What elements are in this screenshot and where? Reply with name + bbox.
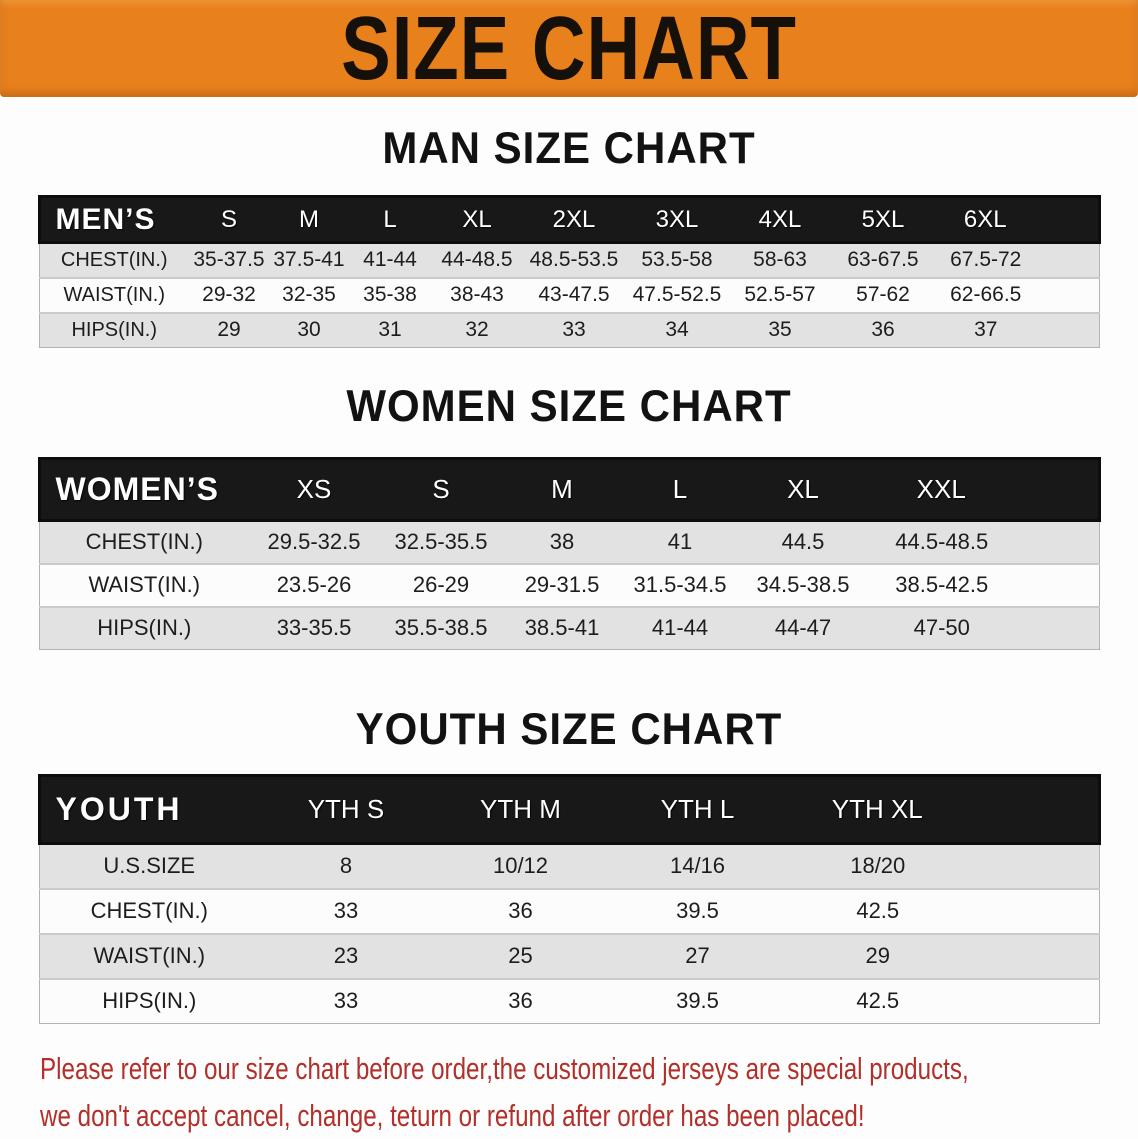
row-label: WAIST(IN.) <box>93 943 206 968</box>
data-cell: 38.5-42.5 <box>895 572 989 597</box>
data-cell: 42.5 <box>856 898 900 923</box>
data-cell: 32 <box>465 318 489 342</box>
row-label: HIPS(IN.) <box>97 615 192 641</box>
youth-section-title: YOUTH SIZE CHART <box>355 703 783 754</box>
women-size-xxl: XXL <box>916 474 966 504</box>
data-cell: 47.5-52.5 <box>632 283 722 306</box>
data-cell: 29-32 <box>202 283 256 306</box>
data-cell: 18/20 <box>850 853 906 879</box>
data-cell: 37 <box>974 318 998 342</box>
men-size-2xl: 2XL <box>552 205 596 233</box>
data-cell: 29 <box>865 943 890 968</box>
disclaimer-line-1: Please refer to our size chart before order,the customized jerseys are special products, <box>40 1051 969 1086</box>
men-size-m: M <box>299 205 319 233</box>
row-label: HIPS(IN.) <box>102 988 197 1014</box>
data-cell: 35-38 <box>363 283 417 306</box>
women-chest-row <box>39 521 1099 564</box>
data-cell: 14/16 <box>669 853 726 879</box>
men-section-title: MAN SIZE CHART <box>382 122 756 173</box>
data-cell: 33 <box>333 898 359 923</box>
row-label: WAIST(IN.) <box>88 572 201 597</box>
data-cell: 36 <box>508 898 533 923</box>
data-cell: 38-43 <box>450 283 504 306</box>
data-cell: 53.5-58 <box>641 248 713 272</box>
data-cell: 27 <box>685 943 710 968</box>
data-cell: 44-48.5 <box>441 248 513 272</box>
data-cell: 34 <box>665 318 689 342</box>
men-size-3xl: 3XL <box>655 205 699 233</box>
data-cell: 35-37.5 <box>193 248 265 272</box>
data-cell: 38.5-41 <box>524 615 600 641</box>
data-cell: 25 <box>508 943 533 968</box>
data-cell: 48.5-53.5 <box>529 248 619 272</box>
data-cell: 23 <box>333 943 359 968</box>
youth-waist-row <box>39 934 1099 979</box>
women-size-table <box>38 457 1101 650</box>
data-cell: 38 <box>549 529 575 555</box>
data-cell: 33 <box>562 318 586 342</box>
youth-header-label: YOUTH <box>55 791 183 827</box>
data-cell: 8 <box>339 853 353 879</box>
women-section-title: WOMEN SIZE CHART <box>346 380 792 431</box>
youth-chest-row <box>39 889 1099 934</box>
data-cell: 63-67.5 <box>847 248 919 272</box>
data-cell: 39.5 <box>676 898 719 923</box>
data-cell: 57-62 <box>856 283 910 306</box>
youth-size-m: YTH M <box>480 794 561 824</box>
data-cell: 29.5-32.5 <box>267 529 361 555</box>
data-cell: 43-47.5 <box>538 283 610 306</box>
youth-size-l: YTH L <box>660 794 735 824</box>
row-label: HIPS(IN.) <box>71 318 158 341</box>
men-waist-row <box>39 278 1099 313</box>
row-label: CHEST(IN.) <box>85 529 203 555</box>
youth-hips-row <box>39 979 1099 1024</box>
data-cell: 23.5-26 <box>276 572 352 597</box>
data-cell: 30 <box>297 318 321 342</box>
women-size-s: S <box>432 474 450 504</box>
youth-header-row <box>39 776 1099 844</box>
size-chart-banner <box>0 0 1138 97</box>
data-cell: 32.5-35.5 <box>394 529 488 555</box>
women-hips-row <box>39 607 1099 650</box>
data-cell: 35 <box>768 318 792 342</box>
data-cell: 33-35.5 <box>276 615 352 641</box>
data-cell: 29-31.5 <box>524 572 600 597</box>
order-disclaimer <box>40 1045 969 1139</box>
data-cell: 26-29 <box>412 572 470 597</box>
data-cell: 41-44 <box>363 248 417 272</box>
data-cell: 44.5-48.5 <box>895 529 989 555</box>
women-size-l: L <box>672 474 688 504</box>
men-header-label: MEN’S <box>55 202 156 236</box>
data-cell: 10/12 <box>492 853 549 879</box>
youth-size-xl: YTH XL <box>831 794 923 824</box>
data-cell: 47-50 <box>913 615 970 641</box>
data-cell: 39.5 <box>676 988 719 1014</box>
data-cell: 52.5-57 <box>744 283 816 306</box>
men-size-table <box>38 195 1101 348</box>
data-cell: 67.5-72 <box>950 248 1022 272</box>
men-size-5xl: 5XL <box>861 205 905 233</box>
data-cell: 35.5-38.5 <box>394 615 488 641</box>
men-size-l: L <box>383 205 397 233</box>
data-cell: 42.5 <box>856 988 900 1014</box>
data-cell: 34.5-38.5 <box>756 572 850 597</box>
men-header-row <box>39 197 1099 243</box>
women-header-row <box>39 459 1099 521</box>
data-cell: 37.5-41 <box>273 248 345 272</box>
row-label: CHEST(IN.) <box>60 248 168 271</box>
men-size-6xl: 6XL <box>963 205 1007 233</box>
disclaimer-line-2: we don't accept cancel, change, teturn or refund after order has been placed! <box>40 1098 865 1133</box>
men-size-s: S <box>220 205 237 233</box>
data-cell: 36 <box>508 988 533 1014</box>
banner-title: SIZE CHART <box>341 0 797 98</box>
data-cell: 36 <box>871 318 895 342</box>
men-chest-row <box>39 243 1099 278</box>
data-cell: 31 <box>378 318 402 342</box>
youth-size-table <box>38 774 1101 1024</box>
data-cell: 62-66.5 <box>950 283 1022 306</box>
women-size-xl: XL <box>787 474 819 504</box>
women-size-xs: XS <box>296 474 332 504</box>
row-label: CHEST(IN.) <box>90 898 208 923</box>
data-cell: 33 <box>333 988 359 1014</box>
women-waist-row <box>39 564 1099 607</box>
data-cell: 29 <box>217 318 241 342</box>
men-size-xl: XL <box>462 205 492 233</box>
row-label: U.S.SIZE <box>103 853 196 879</box>
data-cell: 32-35 <box>282 283 336 306</box>
data-cell: 44.5 <box>781 529 825 555</box>
data-cell: 58-63 <box>753 248 807 272</box>
data-cell: 41-44 <box>651 615 709 641</box>
data-cell: 44-47 <box>774 615 832 641</box>
men-hips-row <box>39 313 1099 348</box>
youth-ussize-row <box>39 844 1099 889</box>
youth-size-s: YTH S <box>307 794 385 824</box>
men-size-4xl: 4XL <box>758 205 802 233</box>
women-header-label: WOMEN’S <box>55 471 219 507</box>
data-cell: 41 <box>667 529 693 555</box>
women-size-m: M <box>551 474 573 504</box>
row-label: WAIST(IN.) <box>63 283 165 306</box>
data-cell: 31.5-34.5 <box>633 572 727 597</box>
